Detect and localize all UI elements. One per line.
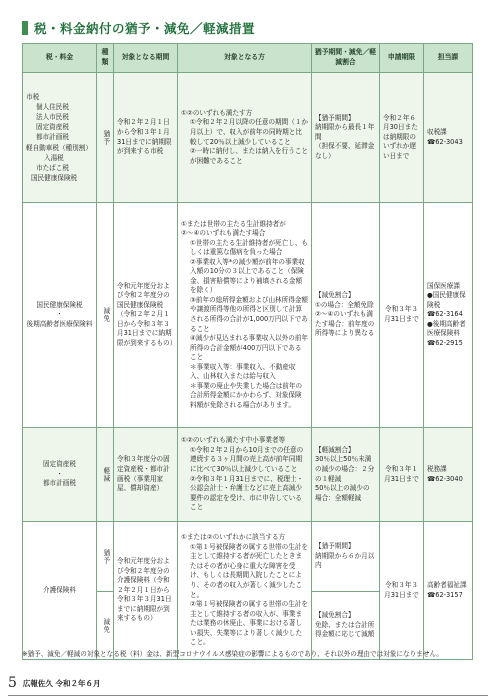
table-header-row (23, 44, 473, 73)
section-heading (22, 19, 255, 37)
table-row (23, 73, 473, 203)
tax-cell (23, 73, 97, 203)
col-header-target: 対象となる方 (178, 44, 312, 73)
target-item: ②事業収入等*の減少額が前年の事業収入額の10分の３以上であること（保険金、損害賠償等により補填される金額を除く） (190, 257, 305, 295)
deadline-cell: 令和３年１月31日まで (380, 428, 424, 522)
type-cell: 猶予 (97, 522, 114, 592)
rate-item: ①の場合：全額免除 (315, 300, 374, 309)
contact-phone: ☎62-3164 (427, 310, 463, 319)
contact-dept: 国保医療課 (427, 281, 460, 290)
footer-rule (8, 695, 488, 696)
target-item: ③前年の総所得金額および山林所得金額や譲渡所得等他の所得と区別して計算される所得の合計が1,000万円以下であること (190, 295, 309, 333)
heading-text: 税・料金納付の猶予・減免／軽減措置 (34, 21, 256, 36)
contact-phone: ☎62-3157 (427, 590, 463, 599)
tax-item: ・ (56, 469, 63, 478)
contact-phone: ☎62-2915 (427, 338, 463, 347)
type-cell: 軽減 (97, 428, 114, 522)
target-item: ②～④のいずれも満たす場合 (181, 229, 266, 238)
rate-item: 【猶予期間】 (315, 542, 355, 551)
contact-sub: ●後期高齢者医療保険料 (427, 319, 466, 338)
tax-item: 固定資産税 (43, 460, 76, 469)
col-header-rate: 猶予期間・減免／軽減割合 (312, 44, 380, 73)
col-header-period: 対象となる期間 (114, 44, 178, 73)
rate-item: 【猶予期間】 (315, 113, 355, 122)
table-row (23, 522, 473, 592)
tax-item: 入湯税 (44, 153, 64, 162)
rate-item: （担保不要、延滞金なし） (315, 142, 375, 160)
tax-item: 国民健康保険税 (36, 300, 83, 309)
target-item: ④減少が見込まれる事業収入以外の前年所得の合計金額が400万円以下であること (190, 334, 309, 362)
target-item: ①令和２年２月から10月までの任意の連続する３ヶ月間の売上高が前年同期に比べて30％以上減少していること (190, 445, 304, 473)
tax-item: 固定資産税 (36, 123, 69, 132)
tax-item: 後期高齢者医療保険料 (26, 319, 93, 328)
contact-phone: ☎62-3040 (427, 474, 463, 483)
rate-item: 納期限から６か月以内 (315, 551, 375, 570)
target-item: ②第１号被保険者の属する世帯の生計を主として維持する者の収入が、事業または業務の休廃止、事業における著しい損失、失業等により著しく減少したこと。 (190, 600, 309, 647)
contact-cell (424, 522, 473, 660)
contact-dept: 収税課 (427, 127, 447, 136)
rate-item: 【軽減割合】 (315, 445, 355, 454)
contact-cell (424, 73, 473, 203)
deadline-cell: 令和２年６月30日または納期限のいずれか遅い日まで (380, 73, 424, 203)
rate-item: 50％以上の減少の場合：全額軽減 (315, 484, 370, 502)
type-cell: 減免 (97, 203, 114, 428)
type-cell: 猶予 (97, 73, 114, 203)
target-cell (178, 203, 312, 428)
target-item: ①第１号被保険者の属する世帯の生計を主として維持する者が死亡したときまたはその者が心身に重大な障害を受け、もしくは長期間入院したことにより、その者の収入が著しく減少したこと。 (190, 542, 309, 599)
tax-item: 国民健康保険税 (31, 174, 78, 183)
target-cell (178, 428, 312, 522)
type-cell: 減免 (97, 592, 114, 660)
target-item: ①または②のいずれかに該当する方 (181, 533, 286, 542)
target-item: ①世帯の主たる生計維持者が死亡し、もしくは重篤な傷病を負った場合 (190, 238, 309, 257)
period-cell: 令和元年度分および令和２年度分の介護保険料（令和２年２月１日から令和３年３月31日までに納期限が到来するもの） (114, 522, 178, 660)
tax-item: 市たばこ税 (36, 164, 69, 173)
period-cell: 令和２年２月１日から令和３年１月31日までに納期限が到来する市税 (114, 73, 178, 203)
rate-cell (312, 428, 380, 522)
target-item: ＊事業収入等：事業収入、不動産収入、山林収入または給与収入 (190, 362, 296, 381)
rate-cell (312, 522, 380, 592)
contact-cell (424, 203, 473, 428)
tax-item: 都市計画税 (43, 479, 76, 488)
tax-item: 法人市民税 (36, 112, 69, 121)
tax-cell (23, 203, 97, 428)
contact-phone: ☎62-3043 (427, 137, 463, 146)
col-header-type: 種類 (97, 44, 114, 73)
rate-cell (312, 203, 380, 428)
target-item: ②一時に納付し、または納入を行うことが困難であること (190, 147, 309, 165)
target-item: ①または世帯の主たる生計維持者が (181, 219, 286, 228)
rate-item: 【減免割合】 (315, 291, 355, 300)
period-cell: 令和３年度分の固定資産税・都市計画税（事業用家屋、償却資産） (114, 428, 178, 522)
table-row (23, 428, 473, 522)
contact-sub: ●国民健康保険税 (427, 291, 466, 309)
rate-item: 【減免割合】 (315, 611, 355, 620)
target-item: ②令和３年１月31日までに、税理士・公認会計士・弁護士などに売上高減少要件の認定を受け、市に申告していること (190, 474, 304, 512)
target-item: ①令和２年２月以降の任意の期間（１か月以上）で、収入が前年の同時期と比較して20％以上減少していること (190, 118, 309, 146)
tax-item: ・ (56, 310, 63, 319)
heading-marker (22, 21, 28, 35)
page-footer (8, 675, 101, 691)
tax-item: 個人住民税 (36, 102, 69, 111)
period-cell: 令和元年度分および令和２年度分の国民健康保険税（令和２年２月１日から令和３年３月31日までに納期限が到来するもの） (114, 203, 178, 428)
page-number: 5 (8, 675, 17, 691)
publication-name: 広報佐久 令和２年６月 (22, 678, 101, 688)
rate-item: 納期限から最長１年間 (315, 123, 375, 141)
col-header-deadline: 申請期限 (380, 44, 424, 73)
contact-dept: 高齢者福祉課 (427, 580, 467, 589)
rate-item: ②～④のいずれも満たす場合：前年度の所得等により異なる (315, 310, 375, 338)
rate-item: 30％以上50％未満の減少の場合：２分の１軽減 (315, 455, 375, 483)
tax-cell: 介護保険料 (23, 522, 97, 660)
col-header-contact: 担当課 (424, 44, 473, 73)
footnote: ※猶予、減免／軽減の対象となる税（料）金は、新型コロナウイルス感染症の影響によるものであり、それ以外の理由では対象になりません。 (22, 650, 443, 658)
tax-item: 市税 (26, 92, 40, 101)
deadline-cell: 令和３年３月31日まで (380, 522, 424, 660)
contact-cell (424, 428, 473, 522)
target-cell (178, 73, 312, 203)
table-row (23, 203, 473, 428)
tax-cell (23, 428, 97, 522)
target-cell (178, 522, 312, 660)
tax-item: 軽自動車税（種別割） (26, 143, 92, 152)
tax-item: 都市計画税 (36, 133, 69, 142)
tax-relief-table (22, 43, 473, 660)
target-item: ①②のいずれも満たす方 (181, 108, 253, 117)
rate-item: 免除、または合計所得金額に応じて減額 (315, 620, 375, 639)
col-header-tax: 税・料金 (23, 44, 97, 73)
target-item: ①②のいずれも満たす中小事業者等 (181, 436, 286, 445)
contact-dept: 税務課 (427, 464, 447, 473)
deadline-cell: 令和３年３月31日まで (380, 203, 424, 428)
rate-cell (312, 73, 380, 203)
target-item: ＊事業の廃止や失業した場合は前年の合計所得金額にかかわらず、対象保険料額が免除される場合があります。 (190, 381, 303, 409)
